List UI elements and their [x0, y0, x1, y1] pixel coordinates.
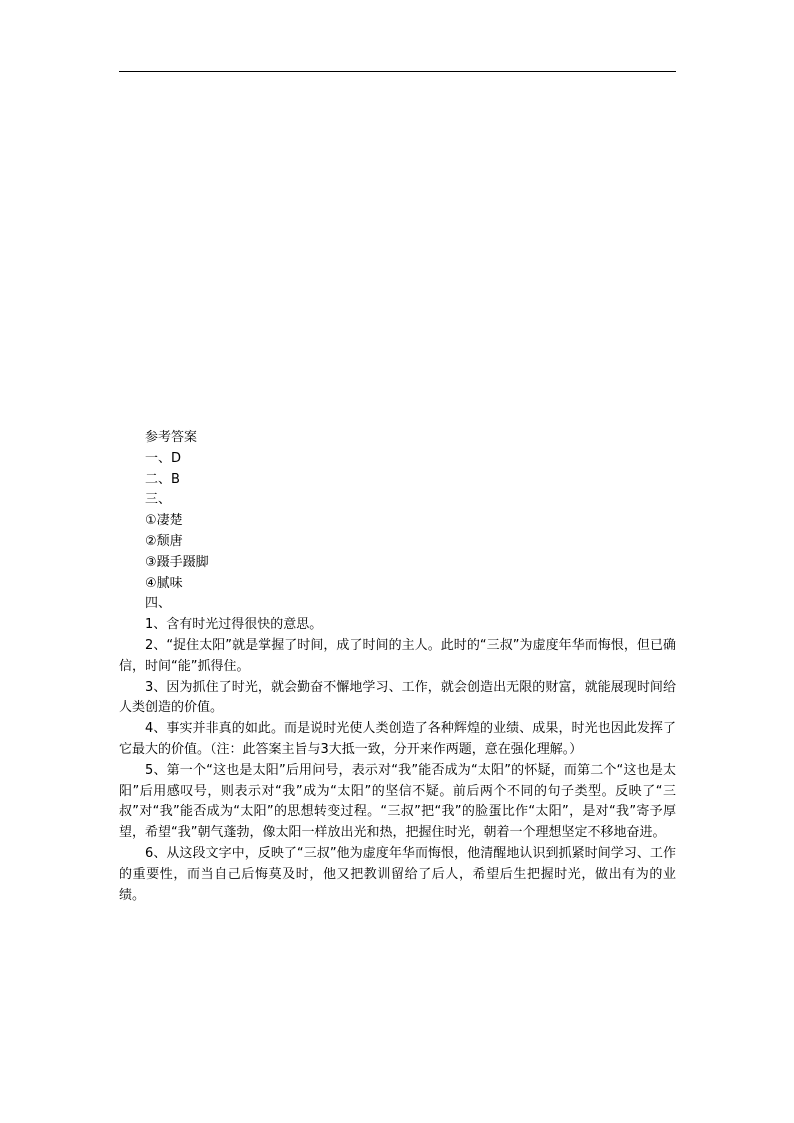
answer-paragraph-5: 5、第一个“这也是太阳”后用问号，表示对“我”能否成为“太阳”的怀疑，而第二个“这也是太阳”后用感叹号，则表示对“我”成为“太阳”的坚信不疑。前后两个不同的句子类型。反映了“三叔”对“我”能否成为“太阳”的思想转变过程。“三叔”把“我”的脸蛋比作“太阳”，是对“我”寄予厚望，希望“我”朝气蓬勃，像太阳一样放出光和热，把握住时光，朝着一个理想坚定不移地奋进。 — [119, 762, 676, 841]
answer-heading: 参考答案 — [145, 430, 198, 445]
answer-paragraph-2: 2、“捉住太阳”就是掌握了时间，成了时间的主人。此时的“三叔”为虚度年华而悔恨，但已确信，时间“能”抓得住。 — [119, 637, 676, 674]
answer-paragraph-3: 3、因为抓住了时光，就会勤奋不懈地学习、工作，就会创造出无限的财富，就能展现时间给人类创造的价值。 — [119, 679, 676, 716]
answer-section — [119, 428, 676, 906]
answer-paragraph-4: 4、事实并非真的如此。而是说时光使人类创造了各种辉煌的业绩、成果，时光也因此发挥了它最大的价值。（注：此答案主旨与3大抵一致，分开来作两题，意在强化理解。） — [119, 721, 676, 757]
header-rule — [119, 71, 676, 72]
answer-line-7: ④腻味 — [145, 575, 183, 591]
answer-line-4: ①凄楚 — [145, 513, 183, 529]
answer-line-6: ③蹑手蹑脚 — [145, 554, 209, 570]
answer-line-1: 一、D — [145, 450, 182, 466]
answer-line-8: 四、 — [145, 596, 172, 612]
answer-line-2: 二、B — [145, 471, 180, 487]
answer-paragraph-1: 1、含有时光过得很快的意思。 — [145, 617, 323, 633]
answer-line-3: 三、 — [145, 492, 172, 508]
answer-line-5: ②颓唐 — [145, 533, 183, 549]
answer-paragraph-6: 6、从这段文字中，反映了“三叔”他为虚度年华而悔恨，他清醒地认识到抓紧时间学习、工作的重要性，而当自己后悔莫及时，他又把教训留给了后人，希望后生把握时光，做出有为的业绩。 — [119, 845, 676, 903]
